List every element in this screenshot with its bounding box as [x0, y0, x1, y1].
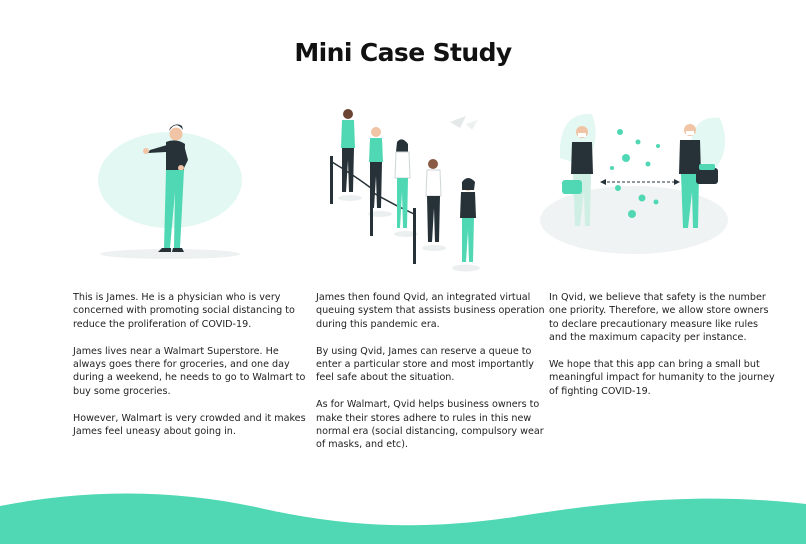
queue-people-illustration: [320, 100, 500, 278]
paragraph: As for Walmart, Qvid helps business owners to make their stores adhere to rules in this new normal era (social distancing, compulsory wear of masks, and etc).: [316, 399, 544, 451]
paragraph: James lives near a Walmart Superstore. He always goes there for groceries, and one day during a weekend, he needs to go to Walmart to buy some groceries.: [73, 345, 306, 397]
paragraph: By using Qvid, James can reserve a queue to enter a particular store and most importantly feel safe about the situation.: [316, 345, 534, 384]
social-distancing-shoppers-illustration: [540, 102, 740, 257]
paragraph: We hope that this app can bring a small but meaningful impact for humanity to the journey of fighting COVID-19.: [549, 359, 775, 397]
paragraph: James then found Qvid, an integrated virtual queuing system that assists business operation during this pandemic era.: [316, 292, 545, 330]
paragraph: In Qvid, we believe that safety is the number one priority. Therefore, we allow store owners to declare precautionary measure like rules and the maximum capacity per instance.: [549, 292, 769, 344]
text-column-3: [549, 291, 779, 412]
page-title: Mini Case Study: [294, 38, 512, 67]
text-column-1: [73, 291, 311, 452]
paragraph: However, Walmart is very crowded and it makes James feel uneasy about going in.: [73, 412, 306, 438]
james-standing-illustration: [90, 112, 260, 262]
text-column-2: [316, 291, 548, 465]
paragraph: This is James. He is a physician who is very concerned with promoting social distancing to reduce the proliferation of COVID-19.: [73, 292, 295, 330]
footer-wave: [0, 484, 806, 548]
